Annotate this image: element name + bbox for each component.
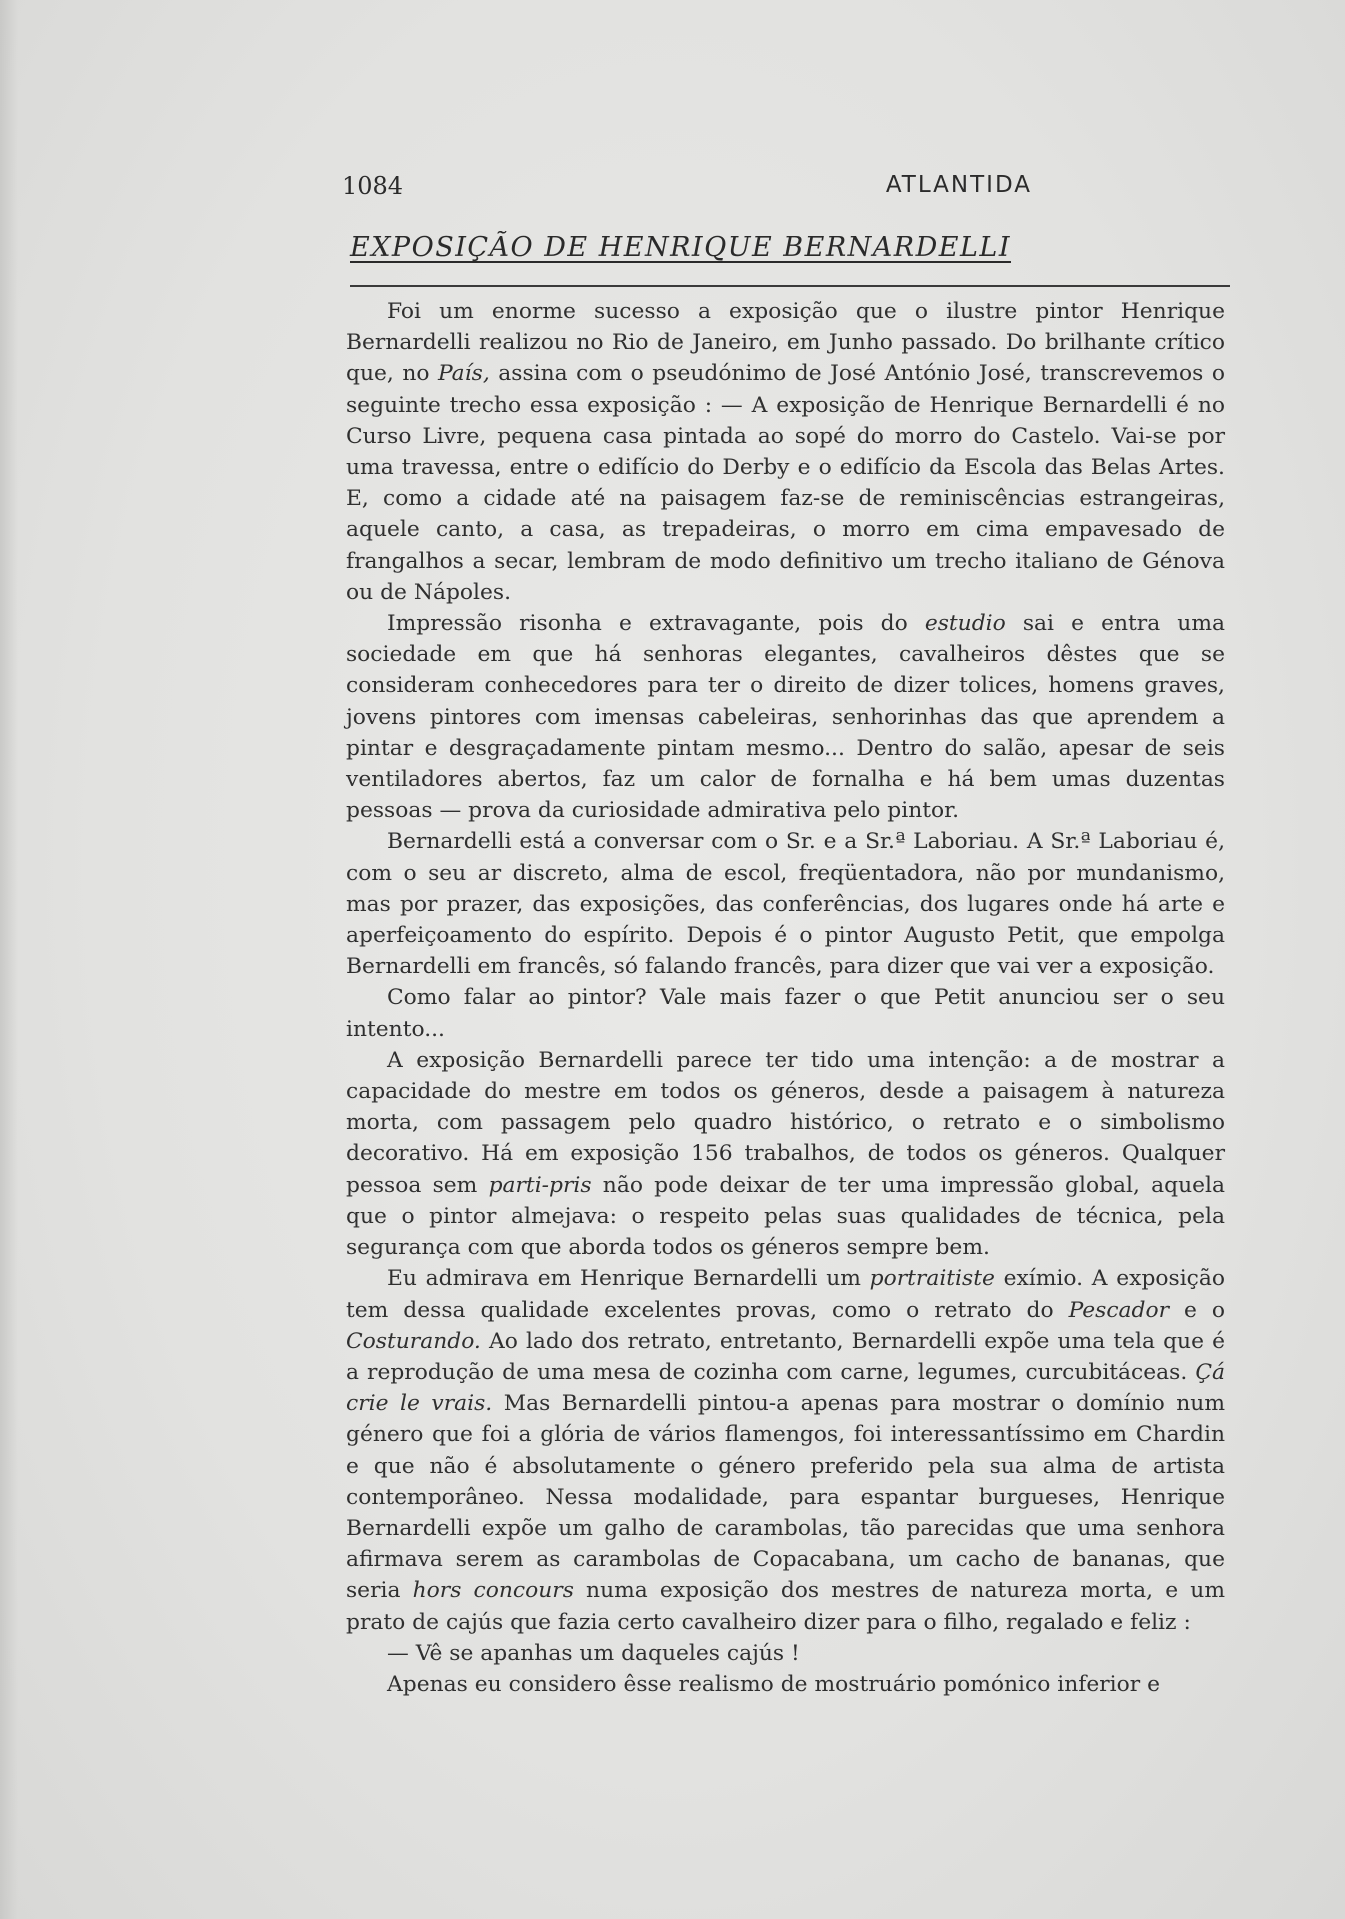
paragraph-text: Bernardelli está a conversar com o Sr. e a Sr.ª Laboriau. A Sr.ª Laboriau é, com o seu ar discreto, alma de escol, freqüentadora, não por mundanismo, mas por prazer, das exposições, das conferências, dos lugares onde há arte e aperfeiçoamento do espírito. Depois é o pintor Augusto Petit, que empolga Bernardelli em francês, só falando francês, para dizer que vai ver a exposição.	[346, 829, 1225, 980]
journal-title: ATLANTIDA	[885, 172, 1032, 198]
paragraph-text: Apenas eu considero êsse realismo de mostruário pomónico inferior e	[387, 1671, 1161, 1697]
paragraph-text: Mas Bernardelli pintou-a apenas para mostrar o domínio num género que foi a glória de vários flamengos, foi interessantíssimo em Chardin e que não é absolutamente o género preferido pela sua alma de artista contemporâneo. Nessa modalidade, para espantar burgueses, Henrique Bernardelli expõe um galho de carambolas, tão parecidas que uma senhora afirmava serem as carambolas de Copacabana, um cacho de bananas, que seria	[346, 1391, 1226, 1604]
paragraph	[346, 1263, 1225, 1637]
page-number: 1084	[342, 172, 404, 200]
running-header	[342, 172, 1217, 206]
paragraph	[346, 296, 1225, 608]
italic-text: Çá crie le vrais.	[346, 1359, 1225, 1417]
article-title: EXPOSIÇÃO DE HENRIQUE BERNARDELLI	[350, 232, 1011, 263]
paragraph	[346, 1638, 1225, 1669]
paragraph-text: e o	[1169, 1297, 1225, 1323]
paragraph-text: numa exposição dos mestres de natureza morta, e um prato de cajús que fazia certo cavalheiro dizer para o filho, regalado e feliz :	[346, 1578, 1225, 1635]
italic-text: hors concours	[412, 1578, 574, 1604]
italic-text: parti-pris	[488, 1172, 592, 1198]
title-rule	[350, 285, 1230, 287]
italic-text: Pescador	[1068, 1297, 1170, 1323]
italic-text: Costurando.	[346, 1328, 481, 1354]
paragraph-text: Como falar ao pintor? Vale mais fazer o que Petit anunciou ser o seu intento...	[346, 985, 1225, 1042]
paragraph-text: Eu admirava em Henrique Bernardelli um	[387, 1266, 870, 1292]
italic-text: estudio	[924, 611, 1006, 637]
paragraph-text: assina com o pseudónimo de José António José, transcrevemos o seguinte trecho essa exposição : — A exposição de Henrique Bernardelli é no Curso Livre, pequena casa pintada ao sopé do morro do Castelo. Vai-se por uma travessa, entre o edifício do Derby e o edifício da Escola das Belas Artes. E, como a cidade até na paisagem faz-se de reminiscências estrangeiras, aquele canto, a casa, as trepadeiras, o morro em cima empavesado de frangalhos a secar, lembram de modo definitivo um trecho italiano de Génova ou de Nápoles.	[346, 361, 1225, 605]
article-body	[346, 296, 1225, 1700]
paragraph-text: Ao lado dos retrato, entretanto, Bernardelli expõe uma tela que é a reprodução de uma mesa de cozinha com carne, legumes, curcubitáceas.	[346, 1328, 1225, 1385]
paragraph	[346, 608, 1225, 826]
paragraph-text: Impressão risonha e extravagante, pois do	[387, 611, 925, 637]
paragraph	[346, 1669, 1225, 1700]
paragraph	[346, 982, 1225, 1044]
paragraph-text: sai e entra uma sociedade em que há senhoras elegantes, cavalheiros dêstes que se consideram conhecedores para ter o direito de dizer tolices, homens graves, jovens pintores com imensas cabeleiras, senhorinhas das que aprendem a pintar e desgraçadamente pintam mesmo... Dentro do salão, apesar de seis ventiladores abertos, faz um calor de fornalha e há bem umas duzentas pessoas — prova da curiosidade admirativa pelo pintor.	[346, 611, 1225, 824]
paragraph-text: exímio. A exposição tem dessa qualidade excelentes provas, como o retrato do	[346, 1266, 1226, 1323]
italic-text: País,	[438, 361, 490, 387]
paragraph-text: A exposição Bernardelli parece ter tido uma intenção: a de mostrar a capacidade do mestre em todos os géneros, desde a paisagem à natureza morta, com passagem pelo quadro histórico, o retrato e o simbolismo decorativo. Há em exposição 156 trabalhos, de todos os géneros. Qualquer pessoa sem	[346, 1047, 1225, 1198]
paragraph	[346, 826, 1225, 982]
italic-text: portraitiste	[869, 1266, 995, 1292]
paragraph-text: Foi um enorme sucesso a exposição que o ilustre pintor Henrique Bernardelli realizou no Rio de Janeiro, em Junho passado. Do brilhante crítico que, no	[346, 299, 1225, 387]
paragraph-text: — Vê se apanhas um daqueles cajús !	[387, 1640, 800, 1666]
paragraph-text: não pode deixar de ter uma impressão global, aquela que o pintor almejava: o respeito pelas suas qualidades de técnica, pela segurança com que aborda todos os géneros sempre bem.	[346, 1172, 1225, 1261]
paragraph	[346, 1045, 1225, 1263]
page-edge-shadow	[0, 0, 18, 1919]
